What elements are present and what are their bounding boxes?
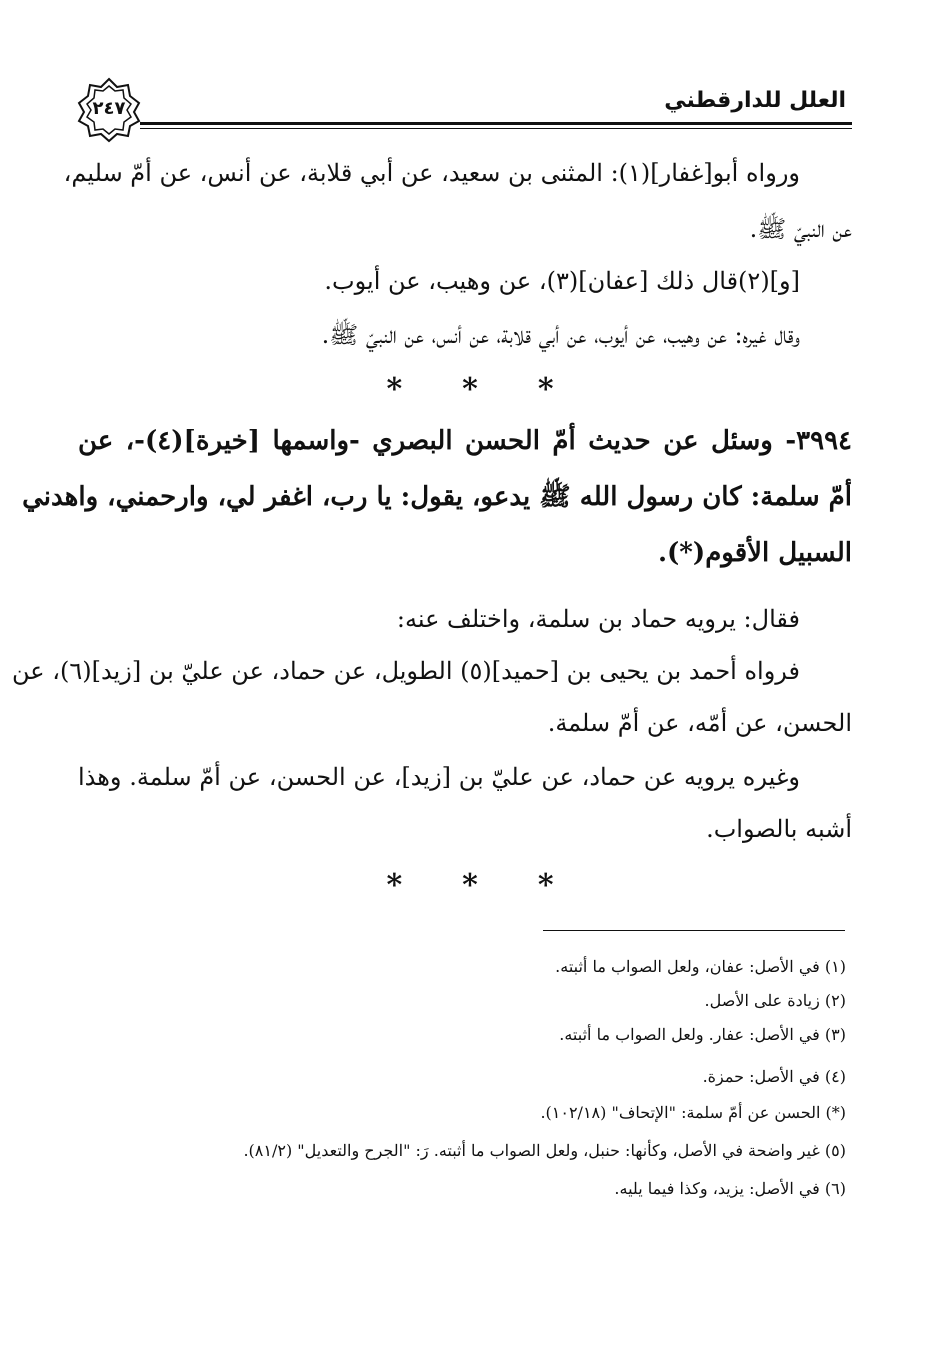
page-number: ٢٤٧ [92, 98, 126, 119]
header-rule-thin [140, 128, 852, 129]
separator-star: * [386, 868, 403, 903]
section-separator [0, 868, 940, 903]
separator-star: * [537, 868, 554, 903]
hadith-heading-line-3: السبيل الأقوم(*). [657, 538, 852, 568]
footnote-rule [543, 930, 845, 931]
text-line-10: الحسن، عن أمّه، عن أمّ سلمة. [547, 709, 852, 737]
hadith-heading-line-2: أمّ سلمة: كان رسول الله ﷺ يدعو، يقول: يا رب، اغفر لي، وارحمني، واهدني [22, 482, 852, 512]
footnote-star: (*) الحسن عن أمّ سلمة: "الإتحاف" (١٠٢/١٨). [540, 1103, 846, 1122]
text-line-4: وقال غيره: عن وهيب، عن أيوب، عن أبي قلابة، عن أنس، عن النبيّ ﷺ. [321, 321, 800, 349]
footnote-1: (١) في الأصل: عفان، ولعل الصواب ما أثبته. [555, 957, 846, 976]
hadith-heading-line-1: ٣٩٩٤- وسئل عن حديث أمّ الحسن البصري -واسمها [خيرة](٤)-، عن [78, 426, 852, 456]
footnote-6: (٦) في الأصل: يزيد، وكذا فيما يليه. [614, 1179, 846, 1198]
footnote-3: (٣) في الأصل: عفار. ولعل الصواب ما أثبته. [559, 1025, 846, 1044]
footnote-4: (٤) في الأصل: حمزة. [702, 1067, 846, 1086]
footnote-2: (٢) زيادة على الأصل. [704, 991, 846, 1010]
text-line-2: عن النبيّ ﷺ. [749, 215, 852, 243]
text-line-3: [و](٢)قال ذلك [عفان](٣)، عن وهيب، عن أيوب. [324, 267, 800, 295]
text-line-12: أشبه بالصواب. [706, 815, 852, 843]
text-line-8: فقال: يرويه حماد بن سلمة، واختلف عنه: [396, 605, 800, 633]
separator-star: * [462, 868, 478, 903]
text-line-1: ورواه أبو[غفار](١): المثنى بن سعيد، عن أبي قلابة، عن أنس، عن أمّ سليم، [63, 159, 800, 187]
section-separator [0, 372, 940, 407]
header-rule-thick [140, 122, 852, 125]
running-header-title: العلل للدارقطني [664, 88, 846, 113]
text-line-9: فرواه أحمد بن يحيى بن [حميد](٥) الطويل، عن حماد، عن عليّ بن [زيد](٦)، عن [12, 657, 800, 685]
footnote-5: (٥) غير واضحة في الأصل، وكأنها: حنبل، ولعل الصواب ما أثبته. رَ: "الجرح والتعديل" (٨١/٢). [243, 1141, 846, 1160]
text-line-11: وغيره يرويه عن حماد، عن عليّ بن [زيد]، عن الحسن، عن أمّ سلمة. وهذا [78, 763, 800, 791]
separator-star: * [462, 372, 478, 407]
separator-star: * [537, 372, 554, 407]
separator-star: * [386, 372, 403, 407]
